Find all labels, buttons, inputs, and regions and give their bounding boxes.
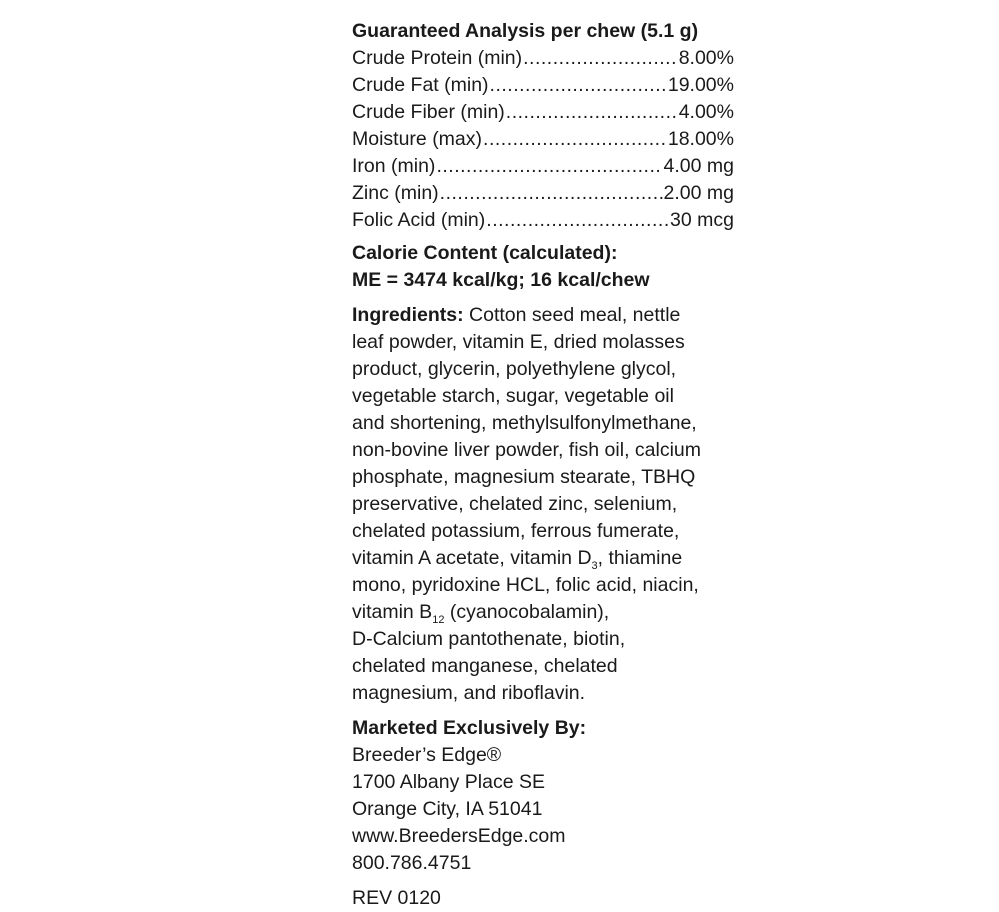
marketer-city: Orange City, IA 51041: [352, 798, 543, 820]
nutrient-value: 18.00%: [667, 128, 734, 150]
analysis-row-protein: [352, 45, 734, 72]
ingredients-line: [352, 545, 752, 572]
nutrient-value: 19.00%: [667, 74, 734, 96]
ingredients-line: mono, pyridoxine HCL, folic acid, niacin,: [352, 574, 699, 596]
subscript: 3: [591, 559, 598, 572]
ingredients-line: product, glycerin, polyethylene glycol,: [352, 358, 677, 380]
ingredients-line: vegetable starch, sugar, vegetable oil: [352, 385, 674, 407]
ingredients-line: and shortening, methylsulfonylmethane,: [352, 412, 697, 434]
nutrient-name: Zinc (min): [352, 182, 439, 204]
nutrient-value: 8.00%: [678, 47, 734, 69]
ingredients-text: vitamin B: [352, 601, 433, 623]
dot-leader: [440, 180, 663, 207]
nutrient-name: Crude Fiber (min): [352, 101, 505, 123]
dot-leader: [490, 72, 667, 99]
nutrient-name: Folic Acid (min): [352, 209, 486, 231]
nutrient-value: 30 mcg: [670, 209, 734, 231]
ingredients-heading: Ingredients:: [352, 304, 464, 326]
marketer-phone: 800.786.4751: [352, 852, 472, 874]
nutrient-value: 4.00 mg: [663, 155, 734, 177]
nutrient-name: Crude Protein (min): [352, 47, 523, 69]
marketer-heading: Marketed Exclusively By:: [352, 717, 587, 739]
marketer-street: 1700 Albany Place SE: [352, 771, 545, 793]
ingredients-line: D-Calcium pantothenate, biotin,: [352, 628, 626, 650]
ingredients-text: vitamin A acetate, vitamin D: [352, 547, 592, 569]
dot-leader: [483, 126, 667, 153]
nutrition-label: [352, 18, 752, 912]
analysis-row-moisture: [352, 126, 734, 153]
dot-leader: [486, 207, 669, 234]
revision-code: REV 0120: [352, 887, 441, 909]
subscript: 12: [432, 613, 445, 626]
ingredients-line: [352, 302, 752, 329]
dot-leader: [506, 99, 678, 126]
nutrient-value: 4.00%: [678, 101, 734, 123]
ingredients-text: (cyanocobalamin),: [444, 601, 610, 623]
nutrient-value: 2.00 mg: [663, 182, 734, 204]
ingredients-line: chelated potassium, ferrous fumerate,: [352, 520, 680, 542]
nutrient-name: Crude Fat (min): [352, 74, 489, 96]
calorie-value: ME = 3474 kcal/kg; 16 kcal/chew: [352, 269, 650, 291]
ingredients-line: leaf powder, vitamin E, dried molasses: [352, 331, 685, 353]
ingredients-text: , thiamine: [597, 547, 683, 569]
ingredients-line: preservative, chelated zinc, selenium,: [352, 493, 678, 515]
dot-leader: [436, 153, 662, 180]
analysis-row-folic-acid: [352, 207, 734, 234]
dot-leader: [523, 45, 678, 72]
ingredients-block: [352, 302, 752, 707]
ingredients-line: non-bovine liver powder, fish oil, calcium: [352, 439, 702, 461]
ingredients-line: [352, 599, 752, 626]
analysis-row-zinc: [352, 180, 734, 207]
ingredients-text: Cotton seed meal, nettle: [463, 304, 681, 326]
nutrient-name: Iron (min): [352, 155, 436, 177]
analysis-row-iron: [352, 153, 734, 180]
analysis-row-fiber: [352, 99, 734, 126]
nutrient-name: Moisture (max): [352, 128, 483, 150]
ingredients-line: chelated manganese, chelated: [352, 655, 618, 677]
ingredients-line: magnesium, and riboflavin.: [352, 682, 586, 704]
analysis-heading: Guaranteed Analysis per chew (5.1 g): [352, 20, 699, 42]
marketer-name: Breeder’s Edge®: [352, 744, 502, 766]
analysis-row-fat: [352, 72, 734, 99]
ingredients-line: phosphate, magnesium stearate, TBHQ: [352, 466, 696, 488]
marketer-website: www.BreedersEdge.com: [352, 825, 566, 847]
calorie-heading: Calorie Content (calculated):: [352, 242, 618, 264]
